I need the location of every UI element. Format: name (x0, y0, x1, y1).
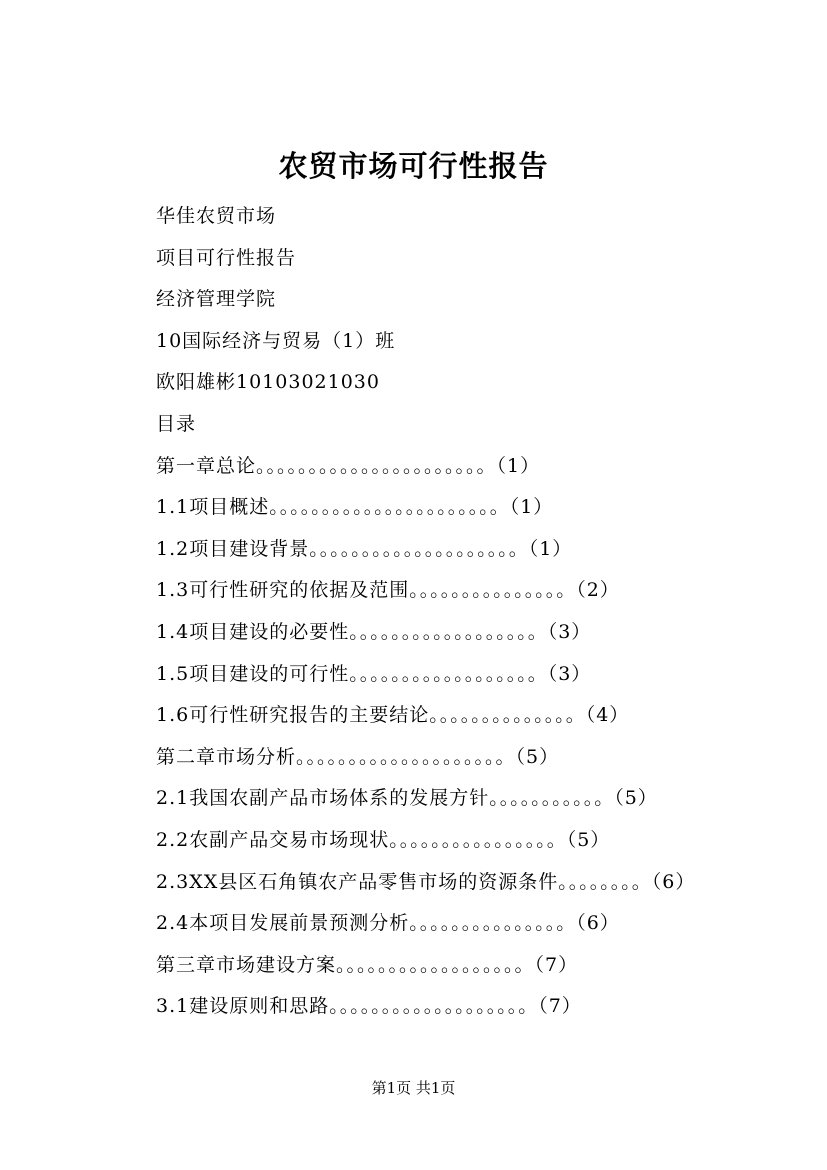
toc-heading: 目录 (156, 412, 197, 435)
toc-entry: 2.4本项目发展前景预测分析。。。。。。。。。。。。。。。（6） (156, 912, 620, 935)
toc-entry: 3.1建设原则和思路。。。。。。。。。。。。。。。。。。。（7） (156, 995, 582, 1018)
toc-entry: 第二章市场分析。。。。。。。。。。。。。。。。。。。。（5） (156, 745, 560, 768)
text-line: 欧阳雄彬10103021030 (156, 371, 380, 394)
toc-entry: 1.1项目概述。。。。。。。。。。。。。。。。。。。。。。（1） (156, 496, 554, 519)
document-body (156, 196, 796, 1028)
toc-entry: 1.6可行性研究报告的主要结论。。。。。。。。。。。。。。（4） (156, 704, 630, 727)
text-line: 经济管理学院 (156, 288, 277, 311)
toc-entry: 2.1我国农副产品市场体系的发展方针。。。。。。。。。。。（5） (156, 787, 658, 810)
toc-entry: 2.3XX县区石角镇农产品零售市场的资源条件。。。。。。。。（6） (156, 870, 696, 893)
toc-entry: 1.3可行性研究的依据及范围。。。。。。。。。。。。。。。（2） (156, 579, 620, 602)
toc-entry: 2.2农副产品交易市场现状。。。。。。。。。。。。。。。。（5） (156, 828, 611, 851)
text-line: 项目可行性报告 (156, 246, 297, 269)
text-line: 10国际经济与贸易（1）班 (156, 329, 396, 352)
text-line: 华佳农贸市场 (156, 205, 277, 227)
page-footer: 第1页 共1页 (371, 1079, 456, 1097)
toc-entry: 1.5项目建设的可行性。。。。。。。。。。。。。。。。。。（3） (156, 662, 592, 685)
toc-entry: 1.4项目建设的必要性。。。。。。。。。。。。。。。。。。（3） (156, 620, 592, 643)
toc-entry: 第三章市场建设方案。。。。。。。。。。。。。。。。。。（7） (156, 953, 579, 976)
toc-entry: 1.2项目建设背景。。。。。。。。。。。。。。。。。。。。（1） (156, 537, 573, 560)
toc-entry: 第一章总论。。。。。。。。。。。。。。。。。。。。。。（1） (156, 454, 541, 477)
document-title: 农贸市场可行性报告 (278, 149, 549, 183)
